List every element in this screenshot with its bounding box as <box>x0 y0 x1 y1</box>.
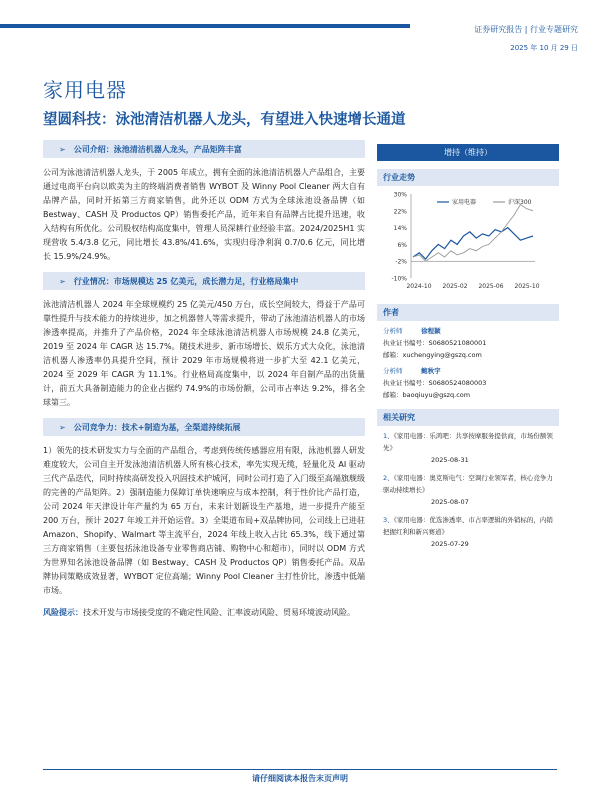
y-tick-label: 30% <box>393 191 407 199</box>
report-date: 2025 年 10 月 29 日 <box>510 44 578 52</box>
author-email-link[interactable]: baoqiuyu@gszq.com <box>402 391 471 399</box>
trend-chart-svg <box>377 188 559 296</box>
legend-label: 沪深300 <box>508 199 532 206</box>
section-paragraph: 公司为泳池清洁机器人龙头，于 2005 年成立，拥有全面的泳池清洁机器人产品组合，主要通过电商平台向以欧美为主的终端消费者销售 WYBOT 及 Winny Pool Cleaner 两大自有品牌产品，同时开拓第三方商家销售，此外还以 ODM 方式为全球泳池设备品牌（如 Bestway、CASH 及 Productos QP）销售委托产品，近年来自有品牌占比提升迅速，收入结构有所优化。公司股权结构高度集中，管理人员深耕行业经验丰富。2024/2025H1 实现营收 5.4/3.8 亿元，同比增长 43.8%/41.6%，实现归母净利润 0.7/0.6 亿元，同比增长 15.9%/24.9%。 <box>43 168 365 261</box>
header-rule <box>0 24 410 28</box>
section-heading-industry: ➢ 行业情况：市场规模达 25 亿美元，成长潜力足，行业格局集中 <box>43 272 365 290</box>
series-line-0 <box>413 228 533 260</box>
author-block-2: 分析师 鲍秋宇 执业证书编号：S0680524080003 邮箱：baoqiuyu@gszq.com <box>383 367 487 399</box>
author-block-1: 分析师 徐程颖 执业证书编号：S0680521080001 邮箱：xuchengying@gszq.com <box>383 327 487 359</box>
related-item[interactable]: 1、《家用电器：乐鸿吧：共享按摩服务提供商，市场份额领先》 2025-08-31 <box>383 432 553 464</box>
author-email-link[interactable]: xuchengying@gszq.com <box>402 351 482 359</box>
risk-note: 风险提示：技术开发与市场接受度的不确定性风险、汇率波动风险、贸易环境波动风险。 <box>43 608 355 617</box>
main-column <box>43 140 365 620</box>
y-tick-label: 6% <box>397 241 407 249</box>
trend-heading: 行业走势 <box>377 169 559 186</box>
report-title: 望圆科技：泳池清洁机器人龙头，有望进入快速增长通道 <box>43 112 406 128</box>
x-tick-label: 2024-10 <box>406 283 432 290</box>
related-heading: 相关研究 <box>377 409 559 426</box>
author-heading: 作者 <box>377 304 559 321</box>
x-tick-label: 2025-06 <box>478 283 504 290</box>
y-tick-label: 22% <box>393 208 407 216</box>
footer-rule <box>43 769 557 770</box>
section-paragraph: 1）领先的技术研发实力与全面的产品组合，考虑到传统传感器应用有限，泳池机器人研发难度较大，公司自主开发泳池清洁机器人所有核心技术，率先实现无缆，轻量化及 AI 驱动三代产品迭代，同时持续高研发投入巩固技术护城河，同时公司打造了入门级至高端旗舰级的完善的产品矩阵。2）强制造能力保障订单快速响应与成本控制，利于性价比产品打造，公司 2024 年天津设计年产量约为 65 万台，未来计划新设生产基地，进一步提升产能至 200 万台，预计 2027 年竣工并开始运营。3）全渠道布局+双品牌协同，公司线上已进驻 Amazon、Shopify、Walmart 等主流平台，2024 年线上收入占比 65.3%，线下通过第三方商家销售（主要包括泳池设备专业零售商店铺、购物中心和超市），同时以 ODM 方式为世界知名泳池设备品牌（如 Bestway、CASH 及 Productos QP）销售委托产品。双品牌协同策略成效显著，WYBOT 定位高端；Winny Pool Cleaner 主打性价比，渗透中低端市场。 <box>43 446 365 595</box>
section-heading-company: ➢ 公司介绍：泳池清洁机器人龙头，产品矩阵丰富 <box>43 140 365 158</box>
related-item[interactable]: 3、《家用电器：优选渗透率、市占率逻辑的外销标的，内销把握红利和新兴赛道》 2025-07-29 <box>383 516 553 548</box>
y-tick-label: -2% <box>395 258 407 266</box>
trend-chart <box>377 188 559 296</box>
arrow-icon: ➢ <box>59 422 66 432</box>
x-tick-label: 2025-10 <box>514 283 540 290</box>
section-paragraph: 泳池清洁机器人 2024 年全球规模约 25 亿美元/450 万台，成长空间较大，得益于产品可靠性提升与技术能力的持续进步，加之机器替人等需求提升，带动了泳池清洁机器人的市场渗透率提高，并推升了产品价格，2024 年全球泳池清洁机器人市场规模 24.8 亿美元，2019 至 2024 年 CAGR 达 15.7%。随技术进步、新市场增长、娱乐方式大众化，泳池清洁机器人渗透率仍具提升空间，预计 2029 年市场规模将进一步扩大至 42.1 亿美元，2024 至 2029 年 CAGR 为 11.1%。行业格局高度集中，以 2024 年自制产品的出货量计，前五大具备制造能力的企业占据约 74.9%的市场份额，公司市占率达 9.2%，排名全球第三。 <box>43 300 365 407</box>
arrow-icon: ➢ <box>59 144 66 154</box>
footer: 请仔细阅读本报告末页声明 <box>0 773 600 784</box>
y-tick-label: -10% <box>391 275 407 283</box>
sidebar <box>377 144 559 556</box>
y-tick-label: 14% <box>393 225 407 233</box>
arrow-icon: ➢ <box>59 276 66 286</box>
rating-badge: 增持（维持） <box>377 144 559 161</box>
legend-label: 家用电器 <box>452 199 477 206</box>
report-type: 证券研究报告 | 行业专题研究 <box>474 25 578 34</box>
header-bar <box>0 0 600 64</box>
section-heading-competition: ➢ 公司竞争力：技术+制造为基，全渠道持续拓展 <box>43 418 365 436</box>
related-list <box>377 430 559 550</box>
related-item[interactable]: 2、《家用电器：奥克斯电气：空调行业领军者，核心竞争力驱动持续增长》 2025-08-07 <box>383 474 553 506</box>
industry-name: 家用电器 <box>43 78 127 102</box>
x-tick-label: 2025-02 <box>442 283 468 290</box>
